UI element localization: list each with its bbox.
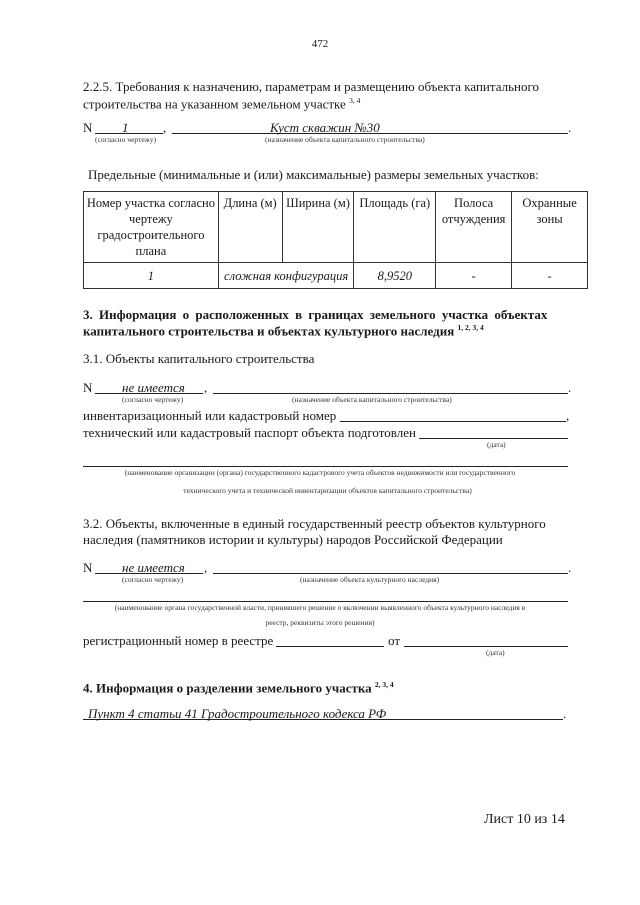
period-32: .	[568, 560, 572, 575]
section-4-footnote: 2, 3, 4	[374, 680, 394, 689]
passport-date-caption: (дата)	[487, 440, 506, 449]
section-4-title	[83, 680, 394, 696]
subsection-32-line1: 3.2. Объекты, включенные в единый государственный реестр объектов культурного	[83, 516, 546, 531]
cultural-underline	[213, 573, 568, 574]
header-length: Длина (м)	[218, 192, 282, 263]
page-number: 472	[311, 38, 329, 50]
header-width: Ширина (м)	[282, 192, 354, 263]
n-label: N	[83, 120, 93, 135]
object-name-caption: (назначение объекта капитального строительства)	[265, 135, 425, 144]
n-caption-32: (согласно чертежу)	[122, 575, 184, 584]
section-225-line1: 2.2.5. Требования к назначению, параметрам и размещению объекта капитального	[83, 79, 539, 94]
org-caption-line2: технического учета и технической инвентаризации объектов капитального строительства)	[183, 486, 472, 495]
org-underline	[83, 466, 568, 467]
org-caption-line1: (наименование организации (органа) государственного кадастрового учета объектов недвижимости или государственного	[124, 468, 516, 477]
header-protected-zones: Охранные зоны	[512, 192, 588, 263]
section-3-title-line2	[83, 323, 484, 339]
cell-parcel-number: 1	[84, 263, 219, 289]
n-value-32: не имеется	[122, 560, 185, 575]
n-underline	[95, 133, 163, 134]
header-area: Площадь (га)	[354, 192, 436, 263]
cell-area: 8,9520	[354, 263, 436, 289]
period: .	[568, 120, 572, 135]
section-225-line2	[83, 96, 360, 112]
table-header-row	[84, 192, 588, 263]
division-value: Пункт 4 статьи 41 Градостроительного кодекса РФ	[88, 706, 387, 721]
n-label-31: N	[83, 380, 93, 395]
reg-date-caption: (дата)	[486, 648, 505, 657]
n-value: 1	[122, 120, 129, 135]
passport-label: технический или кадастровый паспорт объекта подготовлен	[83, 425, 416, 440]
header-parcel-number: Номер участка согласно чертежу градостроительного плана	[84, 192, 219, 263]
reg-number-underline	[276, 646, 384, 647]
subsection-32-line2: наследия (памятников истории и культуры) народов Российской Федерации	[83, 532, 503, 547]
reg-date-underline	[404, 646, 568, 647]
table-row	[84, 263, 588, 289]
authority-caption-line2: реестр, реквизиты этого решения)	[265, 618, 375, 627]
cell-alienation-strip: -	[436, 263, 512, 289]
name-underline-31	[213, 393, 568, 394]
name-caption-31: (назначение объекта капитального строительства)	[292, 395, 452, 404]
object-name-value: Куст скважин №30	[270, 120, 380, 135]
inventory-underline	[340, 421, 566, 422]
section-3-title-line1-text: 3. Информация о расположенных в границах земельного участка объектах	[83, 307, 548, 322]
cultural-caption: (назначение объекта культурного наследия)	[300, 575, 440, 584]
section-225-line2-text: строительства на указанном земельном участке	[83, 96, 346, 112]
section-4-title-text: 4. Информация о разделении земельного участка	[83, 680, 372, 696]
section-3-footnote: 1, 2, 3, 4	[457, 323, 484, 332]
n-caption-31: (согласно чертежу)	[122, 395, 184, 404]
section-3-title-line2-text: капитального строительства и объектах культурного наследия	[83, 323, 455, 339]
reg-number-label: регистрационный номер в реестре	[83, 633, 274, 648]
from-label: от	[388, 633, 401, 648]
authority-caption-line1: (наименование органа государственной власти, принявшего решение о включении выявленного объекта культурного наследия в	[114, 603, 526, 612]
sheet-number: Лист 10 из 14	[484, 812, 565, 827]
subsection-31: 3.1. Объекты капитального строительства	[83, 351, 315, 366]
period-31: .	[568, 380, 572, 395]
header-alienation-strip: Полоса отчуждения	[436, 192, 512, 263]
comma-32: ,	[204, 560, 208, 575]
authority-underline	[83, 601, 568, 602]
cell-protected-zones: -	[512, 263, 588, 289]
comma: ,	[163, 120, 167, 135]
comma-31: ,	[204, 380, 208, 395]
division-period: .	[563, 706, 567, 721]
n-value-31: не имеется	[122, 380, 185, 395]
section-3-title-line1	[83, 307, 572, 323]
limits-text: Предельные (минимальные и (или) максимальные) размеры земельных участков:	[88, 167, 539, 182]
parcel-size-table	[83, 191, 588, 289]
n-label-32: N	[83, 560, 93, 575]
passport-date-underline	[419, 438, 568, 439]
section-225-footnote: 3, 4	[349, 96, 361, 105]
cell-configuration: сложная конфигурация	[218, 263, 354, 289]
inventory-label: инвентаризационный или кадастровый номер	[83, 408, 337, 423]
inventory-comma: ,	[566, 408, 570, 423]
n-caption: (согласно чертежу)	[95, 135, 157, 144]
